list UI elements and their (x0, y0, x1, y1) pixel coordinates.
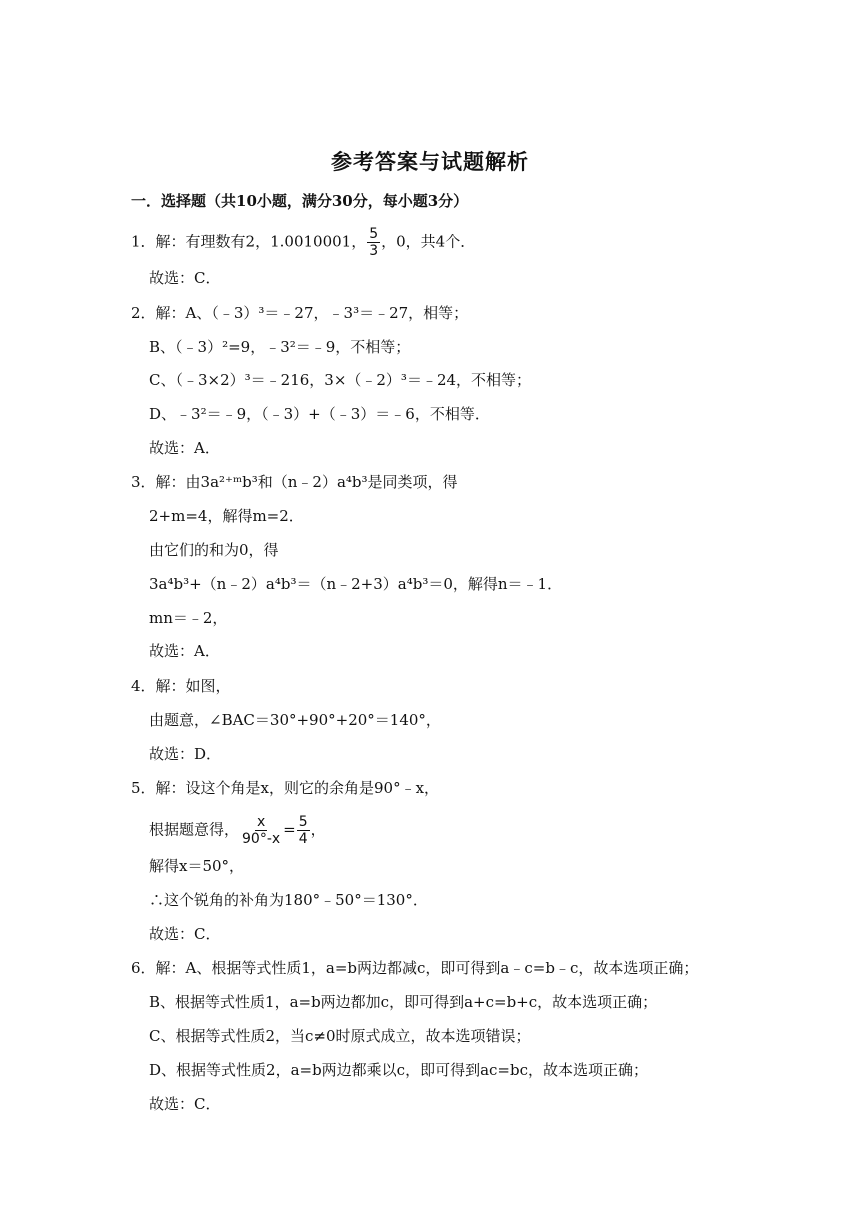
q5-frac2-den: 4 (298, 831, 308, 847)
q3-line-2: 2+m=4，解得m=2． (149, 507, 304, 525)
q3-line-3: 由它们的和为0，得 (149, 541, 279, 559)
q1-frac-num: 5 (369, 226, 379, 242)
q2-line-1: 2．解：A、（﹣3）³＝﹣27，﹣3³＝﹣27，相等； (131, 304, 469, 322)
q2-line-2: B、（﹣3）²=9，﹣3²＝﹣9，不相等； (149, 338, 411, 356)
q4-line-2: 由题意，∠BAC＝30°+90°+20°＝140°， (149, 711, 441, 729)
q1-text-pre: 1．解：有理数有2，1.0010001， (131, 232, 367, 251)
q5-line-3: 解得x＝50°， (149, 857, 245, 875)
q5-text-pre: 根据题意得， (149, 820, 240, 839)
q3-line-1: 3．解：由3a²⁺ᵐb³和（n﹣2）a⁴b³是同类项，得 (131, 473, 458, 491)
q5-fraction-1 (240, 814, 282, 847)
q6-line-4: D、根据等式性质2，a=b两边都乘以c，即可得到ac=bc，故本选项正确； (149, 1061, 649, 1079)
q5-fraction-2 (297, 814, 310, 847)
q2-line-3: C、（﹣3×2）³＝﹣216，3×（﹣2）³＝﹣24，不相等； (149, 371, 532, 389)
q6-line-1: 6．解：A、根据等式性质1，a=b两边都减c，即可得到a﹣c=b﹣c，故本选项正确； (131, 959, 699, 977)
q3-answer: 故选：A． (149, 642, 220, 660)
q2-answer: 故选：A． (149, 439, 220, 457)
q1-fraction (367, 226, 380, 259)
q3-line-4: 3a⁴b³+（n﹣2）a⁴b³＝（n﹣2+3）a⁴b³＝0，解得n＝﹣1． (149, 575, 563, 593)
q5-frac1-num: x (256, 814, 266, 830)
q5-answer: 故选：C． (149, 925, 221, 943)
section-heading: 一．选择题（共10小题，满分30分，每小题3分） (131, 192, 469, 210)
q3-line-5: mn＝﹣2， (149, 609, 228, 627)
q5-line-1: 5．解：设这个角是x，则它的余角是90°﹣x， (131, 779, 440, 797)
q4-line-1: 4．解：如图， (131, 677, 231, 695)
q5-text-post: ， (310, 820, 326, 839)
q6-line-3: C、根据等式性质2，当c≠0时原式成立，故本选项错误； (149, 1027, 531, 1045)
q1-text-post: ，0，共4个． (381, 232, 476, 251)
q5-line-4: ∴这个锐角的补角为180°﹣50°＝130°． (149, 891, 428, 909)
q4-answer: 故选：D． (149, 745, 222, 763)
page-title: 参考答案与试题解析 (331, 149, 529, 174)
q1-frac-den: 3 (369, 243, 379, 259)
q1-line-1 (131, 226, 475, 259)
q6-answer: 故选：C． (149, 1095, 221, 1113)
q6-line-2: B、根据等式性质1，a=b两边都加c，即可得到a+c=b+c，故本选项正确； (149, 993, 658, 1011)
q5-frac1-den: 90°-x (242, 831, 281, 847)
q2-line-4: D、﹣3²＝﹣9，（﹣3）+（﹣3）＝﹣6，不相等． (149, 405, 490, 423)
q5-frac2-num: 5 (298, 814, 308, 830)
q5-equals: = (283, 820, 296, 839)
q5-line-2 (149, 814, 326, 847)
q1-answer: 故选：C． (149, 269, 221, 287)
